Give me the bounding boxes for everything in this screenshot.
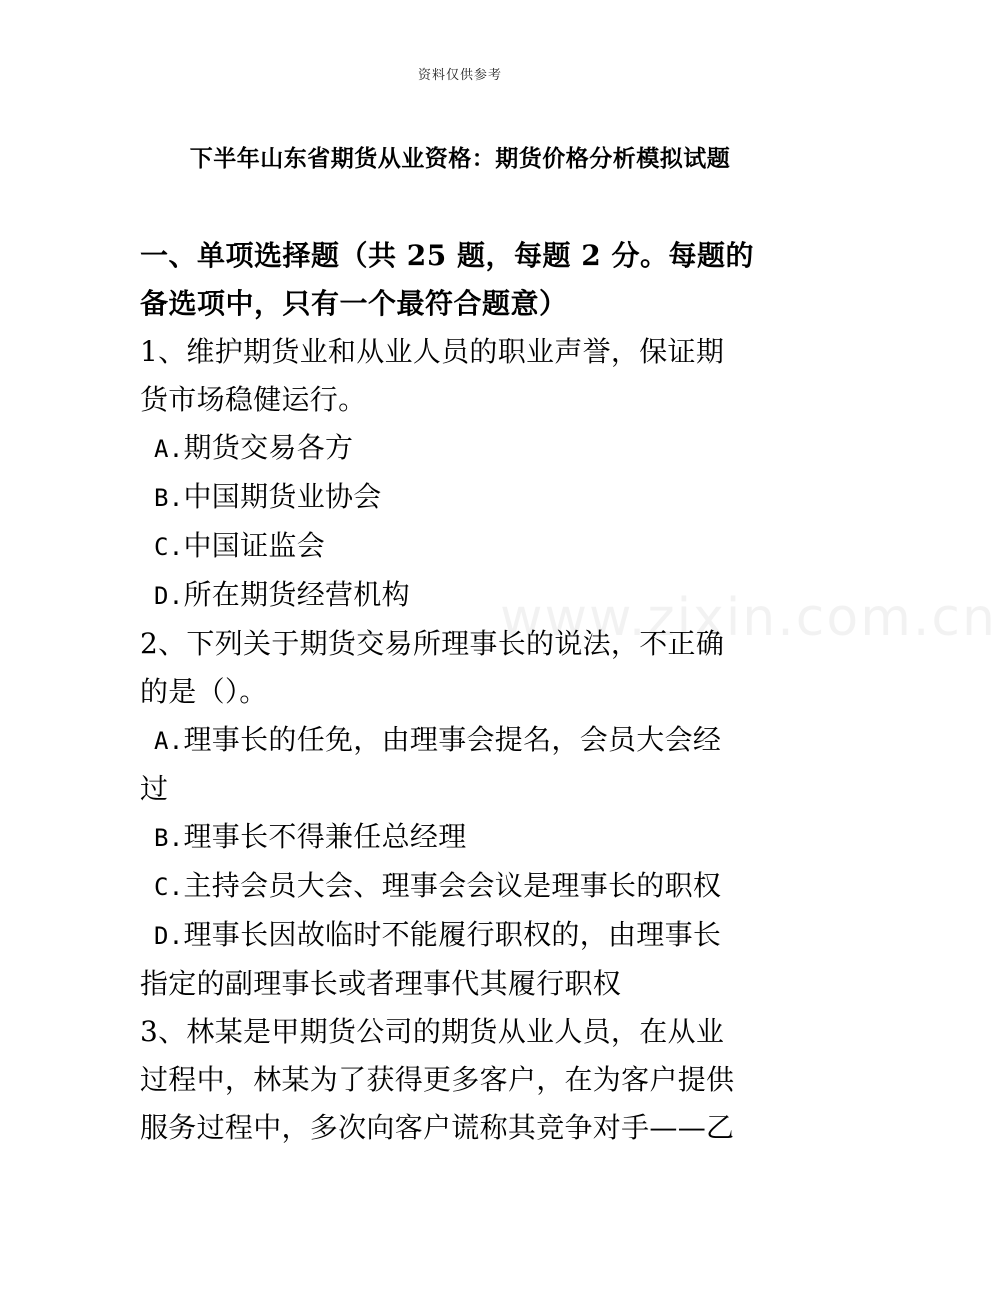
option-text: 理事长的任免，由理事会提名，会员大会经 (183, 723, 722, 756)
option-c (140, 522, 785, 571)
question-1 (140, 328, 785, 620)
question-stem-line: 2、下列关于期货交易所理事长的说法，不正确 (140, 627, 725, 660)
option-letter: C. (154, 533, 184, 561)
option-text: 中国证监会 (183, 529, 326, 562)
option-letter: C. (154, 873, 184, 901)
question-stem-line: 过程中，林某为了获得更多客户，在为客户提供 (140, 1063, 735, 1096)
option-text: 主持会员大会、理事会会议是理事长的职权 (183, 869, 722, 902)
question-stem-line: 3、林某是甲期货公司的期货从业人员，在从业 (140, 1015, 725, 1048)
option-a (140, 424, 785, 473)
question-stem-line: 1、维护期货业和从业人员的职业声誉，保证期 (140, 335, 725, 368)
option-text: 中国期货业协会 (183, 480, 382, 513)
option-b (140, 473, 785, 522)
option-text: 所在期货经营机构 (183, 578, 410, 611)
option-letter: B. (154, 824, 184, 852)
question-2 (140, 620, 785, 1008)
question-stem-line: 服务过程中，多次向客户谎称其竞争对手——乙 (140, 1111, 735, 1144)
page-header-note: 资料仅供参考 (417, 68, 502, 83)
question-3 (140, 1008, 785, 1152)
watermark-text: www.zixin.com.cn (500, 588, 997, 648)
option-letter: B. (154, 484, 184, 512)
option-c (140, 862, 785, 911)
option-d (140, 571, 785, 620)
option-letter: A. (154, 435, 184, 463)
document-title: 下半年山东省期货从业资格：期货价格分析模拟试题 (189, 145, 731, 172)
section-heading (140, 232, 785, 328)
option-b (140, 813, 785, 862)
question-stem-line: 的是（）。 (140, 675, 268, 708)
section-heading-line: 一、单项选择题（共 25 题，每题 2 分。每题的 (140, 239, 754, 272)
option-text: 理事长因故临时不能履行职权的，由理事长 (183, 918, 722, 951)
option-letter: A. (154, 727, 184, 755)
option-letter: D. (154, 582, 184, 610)
option-letter: D. (154, 922, 184, 950)
question-stem-line: 货市场稳健运行。 (140, 383, 367, 416)
option-d (140, 911, 785, 960)
option-a (140, 716, 785, 765)
option-text: 期货交易各方 (183, 431, 354, 464)
document-body (140, 232, 785, 1152)
option-continuation-line: 指定的副理事长或者理事代其履行职权 (140, 967, 622, 1000)
option-continuation-line: 过 (140, 772, 169, 805)
section-heading-line: 备选项中，只有一个最符合题意） (140, 287, 568, 320)
option-text: 理事长不得兼任总经理 (183, 820, 467, 853)
